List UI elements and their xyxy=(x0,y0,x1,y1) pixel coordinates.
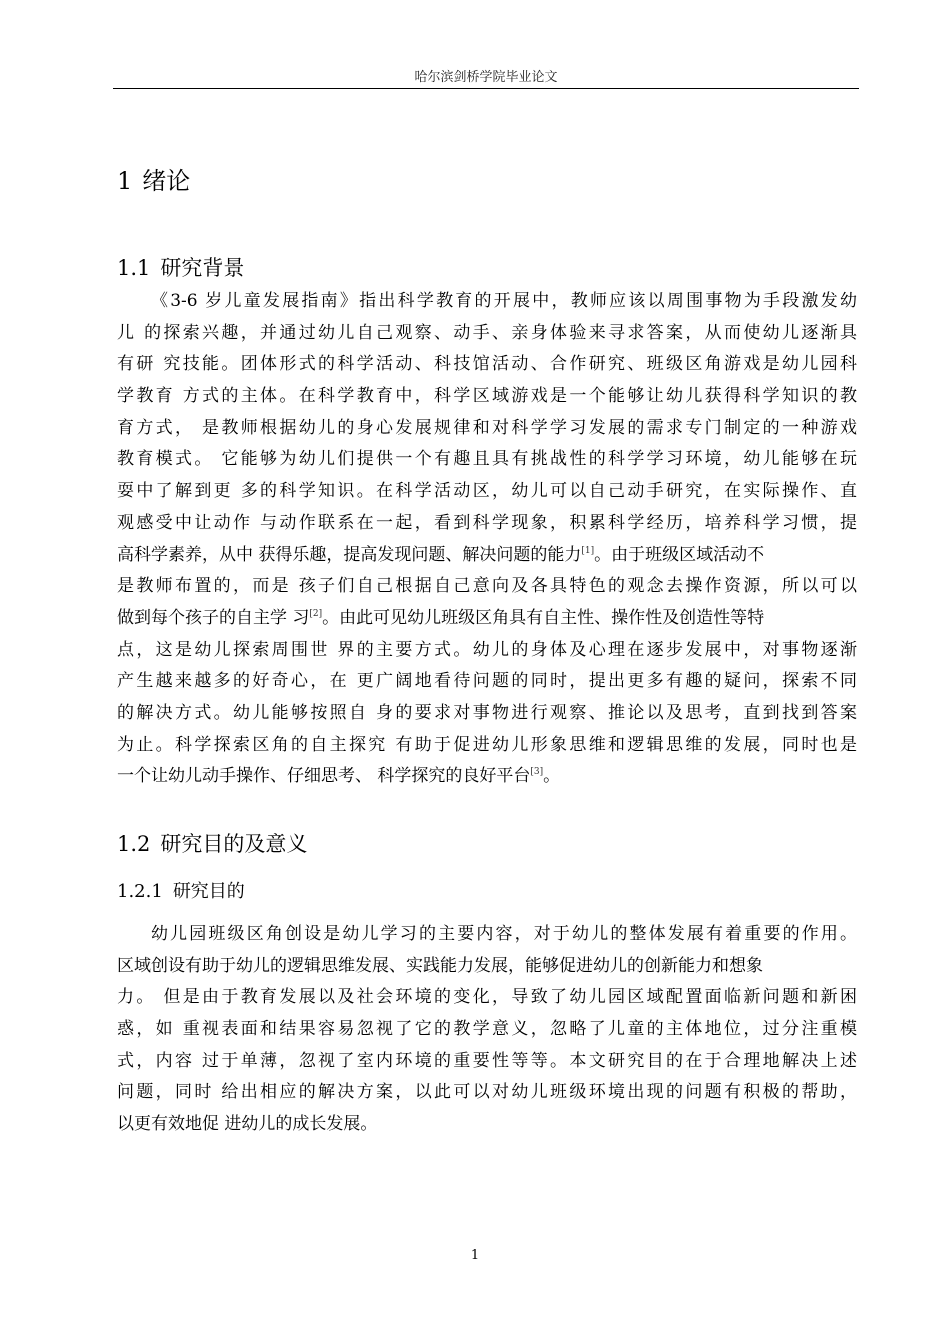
paragraph-line: 力。 但是由于教育发展以及社会环境的变化，导致了幼儿园区域配置面临新问题和新困 xyxy=(117,987,857,1008)
citation-ref[interactable]: [3] xyxy=(530,767,544,778)
paragraph-line: 幼儿园班级区角创设是幼儿学习的主要内容，对于幼儿的整体发展有着重要的作用。 xyxy=(151,924,857,944)
paragraph-research-background xyxy=(117,286,857,793)
section-number: 1.2 xyxy=(117,832,151,856)
paragraph-line: 观感受中让动作 与动作联系在一起，看到科学现象，积累科学经历，培养科学习惯，提 xyxy=(117,512,857,533)
section-number: 1.1 xyxy=(117,256,151,280)
section-title: 研究背景 xyxy=(160,256,245,280)
citation-ref[interactable]: [2] xyxy=(309,608,323,619)
chapter-number: 1 xyxy=(117,167,133,195)
line-text: 做到每个孩子的自主学 习 xyxy=(117,607,310,628)
page-number: 1 xyxy=(470,1248,480,1263)
line-text: 高科学素养，从中 获得乐趣，提高发现问题、解决问题的能力 xyxy=(117,544,582,565)
line-text: 一个让幼儿动手操作、仔细思考、 科学探究的良好平台 xyxy=(117,766,531,787)
chapter-heading xyxy=(117,161,190,196)
subsection-title: 研究目的 xyxy=(172,881,245,902)
paragraph-line: 点，这是幼儿探索周围世 界的主要方式。幼儿的身体及心理在逐步发展中，对事物逐渐 xyxy=(117,639,857,660)
section-title: 研究目的及意义 xyxy=(160,832,308,856)
paragraph-line: 以更有效地促 进幼儿的成长发展。 xyxy=(117,1114,378,1135)
paragraph-line: 区域创设有助于幼儿的逻辑思维发展、实践能力发展，能够促进幼儿的创新能力和想象 xyxy=(117,955,763,976)
paragraph-line: 学教育 方式的主体。在科学教育中，科学区域游戏是一个能够让幼儿获得科学知识的教 xyxy=(117,386,857,407)
section-heading-1-1 xyxy=(117,252,244,282)
paragraph-line: 为止。科学探索区角的自主探究 有助于促进幼儿形象思维和逻辑思维的发展，同时也是 xyxy=(117,734,857,755)
paragraph-line: 是教师布置的，而是 孩子们自己根据自己意向及各具特色的观念去操作资源，所以可以 xyxy=(117,576,857,597)
running-header: 哈尔滨剑桥学院毕业论文 xyxy=(414,70,558,85)
paragraph-line: 的解决方式。幼儿能够按照自 身的要求对事物进行观察、推论以及思考，直到找到答案 xyxy=(117,702,857,723)
paragraph-line: 儿 的探索兴趣，并通过幼儿自己观察、动手、亲身体验来寻求答案，从而使幼儿逐渐具 xyxy=(117,322,857,343)
paragraph-line: 问题，同时 给出相应的解决方案，以此可以对幼儿班级环境出现的问题有积极的帮助， xyxy=(117,1082,857,1103)
paragraph-line: 教育模式。 它能够为幼儿们提供一个有趣且具有挑战性的科学学习环境，幼儿能够在玩 xyxy=(117,449,857,470)
header-rule xyxy=(113,88,859,89)
paragraph-line: 式，内容 过于单薄，忽视了室内环境的重要性等等。本文研究目的在于合理地解决上述 xyxy=(117,1050,857,1071)
paragraph-line: 育方式， 是教师根据幼儿的身心发展规律和对科学学习发展的需求专门制定的一种游戏 xyxy=(117,417,857,438)
chapter-title: 绪论 xyxy=(142,167,191,195)
line-text: 。 xyxy=(543,766,561,787)
paragraph-line xyxy=(117,603,857,635)
citation-ref[interactable]: [1] xyxy=(581,545,595,556)
paragraph-line: 耍中了解到更 多的科学知识。在科学活动区，幼儿可以自己动手研究，在实际操作、直 xyxy=(117,481,857,502)
subsection-heading-1-2-1 xyxy=(117,877,245,903)
line-text: 。由于班级区域活动不 xyxy=(594,544,765,565)
paragraph-research-purpose xyxy=(117,919,857,1141)
subsection-number: 1.2.1 xyxy=(117,881,163,902)
line-text: 。由此可见幼儿班级区角具有自主性、操作性及创造性等特 xyxy=(322,607,765,628)
paragraph-line: 惑，如 重视表面和结果容易忽视了它的教学意义，忽略了儿童的主体地位，过分注重模 xyxy=(117,1019,857,1040)
paragraph-line: 产生越来越多的好奇心，在 更广阔地看待问题的同时，提出更多有趣的疑问，探索不同 xyxy=(117,671,857,692)
paragraph-line: 有研 究技能。团体形式的科学活动、科技馆活动、合作研究、班级区角游戏是幼儿园科 xyxy=(117,354,857,375)
paragraph-line xyxy=(117,761,857,793)
paragraph-line xyxy=(117,540,857,572)
section-heading-1-2 xyxy=(117,828,307,858)
paragraph-line: 《3-6 岁儿童发展指南》指出科学教育的开展中，教师应该以周围事物为手段激发幼 xyxy=(151,291,857,311)
